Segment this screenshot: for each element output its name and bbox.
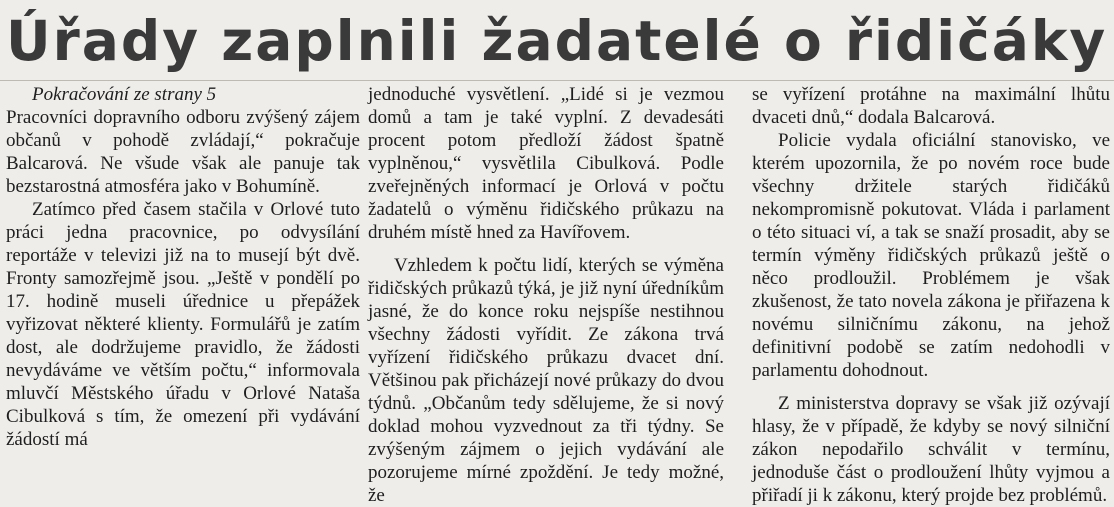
headline-divider — [0, 80, 1114, 81]
article-column-1 — [6, 83, 360, 469]
article-paragraph: Z ministerstva dopravy se však již ozývají hlasy, že v případě, že kdyby se nový silniční zákon nepodařilo schválit v termínu, jednoduše část o prodloužení lhůty vyjmou a přiřadí ji k zákonu, který projde bez problémů. — [752, 393, 1110, 506]
article-paragraph: se vyřízení protáhne na maximální lhůtu dvaceti dnů,“ dodala Balcarová. — [752, 84, 1110, 128]
article-paragraph: Policie vydala oficiální stanovisko, ve kterém upozornila, že po novém roce bude všechny držitele starých řidičáků nekompromisně pokutovat. Vláda i parlament o této situaci ví, a tak se snaží prosadit, aby se termín výměny řidičských průkazů ještě o něco prodloužil. Problémem je však zkušenost, že tato novela zákona je přiřazena k novému silničnímu zákonu, na jehož definitivní podobě se zatím nedohodli v parlamentu dohodnout. — [752, 130, 1110, 381]
article-column-3 — [752, 83, 1110, 506]
continuation-note: Pokračování ze strany 5 — [32, 84, 217, 105]
headline: Úřady zaplnili žadatelé o řidičáky — [6, 9, 1108, 73]
article-paragraph: jednoduché vysvětlení. „Lidé si je vezmou domů a tam je také vyplní. Z devadesáti procent potom předloží žádost špatně vyplněnou,“ vysvětlila Cibulková. Podle zveřejněných informací je Orlová v počtu žadatelů o výměnu řidičského průkazu na druhém místě hned za Havířovem. — [368, 84, 724, 243]
article-paragraph: Pracovníci dopravního odboru zvýšený zájem občanů v pohodě zvládají,“ pokračuje Balcarová. Ne všude však ale panuje tak bezstarostná atmosféra jako v Bohumíně. — [6, 107, 360, 197]
article-column-2 — [368, 83, 724, 506]
article-paragraph: Zatímco před časem stačila v Orlové tuto práci jedna pracovnice, po odvysílání reportáže v televizi již na to musejí být dvě. Fronty samozřejmě jsou. „Ještě v pondělí po 17. hodině museli úřednice u přepážek vyřizovat některé klienty. Formulářů je zatím dost, ale dodržujeme pravidlo, že žádosti nevydáváme ve větším počtu,“ informovala mluvčí Městského úřadu v Orlové Nataša Cibulková s tím, že omezení při vydávání žádostí má — [6, 199, 360, 450]
article-paragraph: Vzhledem k počtu lidí, kterých se výměna řidičských průkazů týká, je již nyní úředníkům jasné, že do konce roku nejspíše nestihnou všechny žádosti vyřídit. Ze zákona trvá vyřízení řidičského průkazu dvacet dní. Většinou pak přicházejí nové průkazy do dvou týdnů. „Občanům tedy sdělujeme, že si nový doklad mohou vyzvednout za tři týdny. Se zvýšeným zájmem o jejich vydávání ale pozorujeme mírné zpoždění. Je tedy možné, že — [368, 255, 724, 506]
